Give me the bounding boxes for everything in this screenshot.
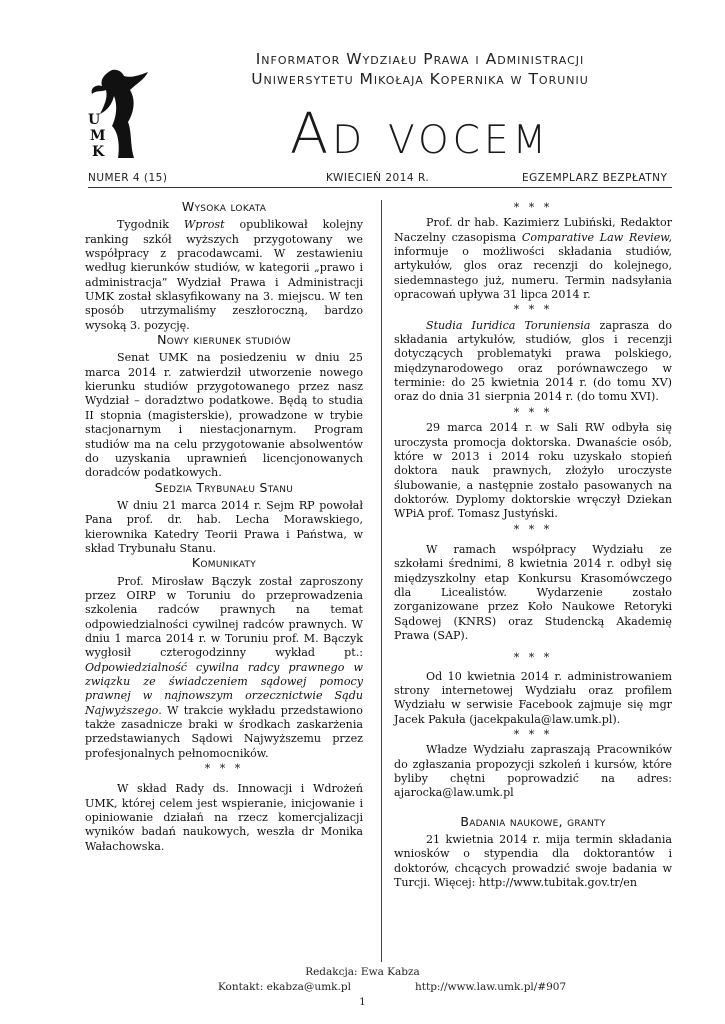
separator-stars: * * * [513, 201, 553, 214]
section-title-research: Badania naukowe, granty [460, 813, 606, 829]
section-title-announcements: Komunikaty [191, 555, 257, 571]
separator-stars: * * * [204, 762, 244, 776]
page-number: 1 [359, 996, 366, 1008]
separator-stars: * * * [513, 405, 553, 419]
footer-contact[interactable]: Kontakt: ekabza@umk.pl [218, 981, 351, 993]
logo-letter-u: U [88, 112, 101, 128]
header-rule [88, 187, 672, 188]
announcement-text: Prof. Mirosław Bączyk został zaproszony przez OIRP w Toruniu do przeprowadzenia szkolenia radców prawnych na temat odpowiedzialności cywilnej radców prawnych. W dniu 1 marca 2014 r. w Toruniu prof. M. Bączyk wygłosił czterogodzinny wykład pt.: Odpowiedzialność cywilna radcy prawnego w związku ze świadczeniem sądowej pomocy prawnej w najnowszym orzecznictwie Sądu Najwyższego. W trakcie wykładu przedstawiono także zasadnicze braki w środkach zaskarżenia przedstawianych Sądowi Najwyższemu przez profesjonalnych pełnomocników. [85, 574, 363, 760]
tribunal-text: W dniu 21 marca 2014 r. Sejm RP powołał Pana prof. dr. hab. Lecha Morawskiego, kierownika Katedry Teorii Prawa i Państwa, w skład Trybunału Stanu. [85, 498, 363, 555]
issue-number: NUMER 4 (15) [88, 172, 168, 184]
innovation-council-text: W skład Rady ds. Innowacji i Wdrożeń UMK, której celem jest wspieranie, inicjowanie i opiniowanie działań na rzecz komercjalizacji wyników badań naukowych, weszła dr Monika Wałachowska. [85, 782, 363, 853]
doctoral-promotion-text: 29 marca 2014 r. w Sali RW odbyła się uroczysta promocja doktorska. Dwanaście osób, które w 2013 i 2014 roku uzyskało stopień doktora nauk prawnych, złożyło uroczyste ślubowanie, a następnie zostało pasowanych na doktorów. Dyplomy doktorskie wręczył Dziekan WPiA prof. Tomasz Justyński. [394, 421, 672, 521]
footer-editor: Redakcja: Ewa Kabza [305, 966, 420, 978]
header-line-1: Informator Wydziału Prawa i Administracji [255, 50, 585, 68]
section-title-tribunal: Sedzia Trybunału Stanu [154, 479, 294, 495]
masthead-title: Ad vocem [289, 102, 551, 167]
separator-stars: * * * [513, 651, 553, 665]
section-title-ranking: Wysoka lokata [181, 199, 267, 214]
training-proposals-text: Władze Wydziału zapraszają Pracowników do zgłaszania propozycji szkoleń i kursów, które byliby chętni poprowadzić na adres: ajarocka@law.umk.pl [394, 743, 672, 800]
header-line-2: Uniwersytetu Mikołaja Kopernika w Toruniu [251, 70, 589, 88]
right-column [394, 200, 672, 890]
oratory-contest-text: W ramach współpracy Wydziału ze szkołami średnimi, 8 kwietnia 2014 r. odbył się międzyszkolny etap Konkursu Krasomówczego dla Licealistów. Wydarzenie zostało zorganizowane przez Koło Naukowe Retoryki Sądowej (KNRS) oraz Studencką Akademię Prawa (SAP). [394, 542, 672, 642]
separator-stars: * * * [513, 728, 553, 742]
column-divider [381, 200, 382, 962]
website-admin-text: Od 10 kwietnia 2014 r. administrowaniem strony internetowej Wydziału oraz profilem Wydziału w serwisie Facebook zajmuje się mgr Jacek Pakuła (jacekpakula@law.umk.pl). [394, 669, 672, 726]
logo-letter-k: K [92, 144, 105, 160]
umk-logo [82, 66, 152, 166]
left-column [85, 200, 363, 854]
ranking-text: Tygodnik Wprost opublikował kolejny ranking szkół wyższych przygotowany we współpracy z pracodawcami. W zestawieniu według kierunków studiów, w kategorii „prawo i administracja” Wydział Prawa i Administracji UMK został sklasyfikowany na 3. miejscu. W ten sposób utrzymaliśmy zeszłoroczną, bardzo wysoką 3. pozycję. [85, 218, 363, 332]
studia-iuridica-text: Studia Iuridica Toruniensia zaprasza do składania artykułów, studiów, glos i recenzji dotyczących problematyki prawa polskiego, międzynarodowego oraz porównawczego w terminie: do 25 kwietnia 2014 r. (do tomu XV) oraz do dnia 31 sierpnia 2014 r. (do tomu XVI). [394, 318, 672, 404]
issue-date: KWIECIEŃ 2014 R. [326, 172, 430, 184]
comparative-law-text: Prof. dr hab. Kazimierz Lubiński, Redaktor Naczelny czasopisma Comparative Law Review, informuje o możliwości składania studiów, artykułów, glos oraz recenzji do kolejnego, siedemnastego już, numeru. Termin nadsyłania opracowań upływa 31 lipca 2014 r. [394, 216, 672, 302]
logo-letter-m: M [90, 128, 106, 144]
separator-stars: * * * [513, 522, 553, 536]
research-grants-text: 21 kwietnia 2014 r. mija termin składania wniosków o stypendia dla doktorantów i doktorów, chcących prowadzić swoje badania w Turcji. Więcej: http://www.tubitak.gov.tr/en [394, 833, 672, 890]
free-copy-label: EGZEMPLARZ BEZPŁATNY [522, 172, 668, 184]
new-program-text: Senat UMK na posiedzeniu w dniu 25 marca 2014 r. zatwierdził utworzenie nowego kierunku studiów przygotowanego przez nasz Wydział – doradztwo podatkowe. Będą to studia II stopnia (magisterskie), prowadzone w trybie stacjonarnym i niestacjonarnym. Program studiów ma na celu przygotowanie absolwentów do uzyskania uprawnień licencjonowanych doradców podatkowych. [85, 351, 363, 480]
section-title-new-program: Nowy kierunek studiów [157, 332, 291, 348]
footer-url[interactable]: http://www.law.umk.pl/#907 [415, 981, 567, 993]
separator-stars: * * * [513, 303, 553, 317]
